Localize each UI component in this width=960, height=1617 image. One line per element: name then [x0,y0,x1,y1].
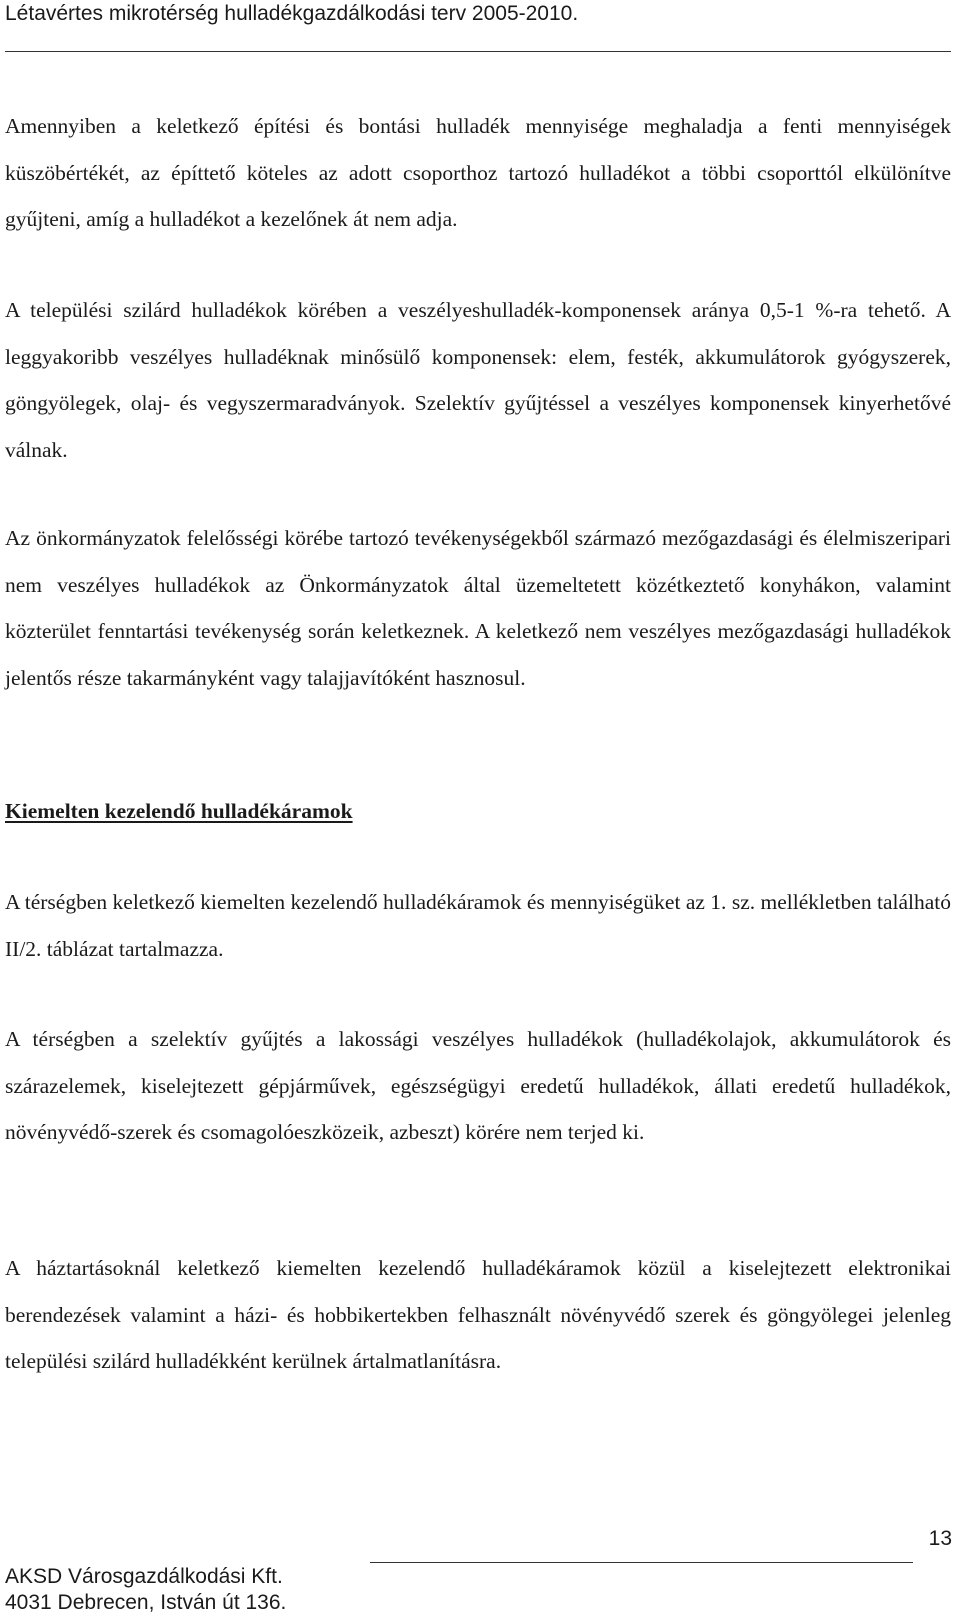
paragraph-hazardous-components: A települési szilárd hulladékok körében a veszélyeshulladék-komponensek aránya 0,5-1 %-ra tehető. A leggyakoribb veszélyes hulladéknak minősülő komponensek: elem, festék, akkumulátorok gyógyszerek, göngyölegek, olaj- és vegyszermaradványok. Szelektív gyűjtéssel a veszélyes komponensek kinyerhetővé válnak. [5,298,951,462]
section-heading-priority-waste-streams: Kiemelten kezelendő hulladékáramok [5,799,353,823]
page-number: 13 [928,1527,952,1550]
footer-company-address: 4031 Debrecen, István út 136. [5,1591,287,1614]
paragraph-household-priority-waste: A háztartásoknál keletkező kiemelten kezelendő hulladékáramok közül a kiselejtezett elektronikai berendezések valamint a házi- és hobbikertekben felhasznált növényvédő szerek és göngyölegei jelenleg települési szilárd hulladékként kerülnek ártalmatlanításra. [5,1256,951,1373]
footer-company-name: AKSD Városgazdálkodási Kft. [5,1565,283,1588]
header-divider [5,51,951,52]
footer-divider [370,1562,913,1563]
document-header-title: Létavértes mikrotérség hulladékgazdálkodási terv 2005-2010. [5,2,579,25]
paragraph-selective-collection: A térségben a szelektív gyűjtés a lakossági veszélyes hulladékok (hulladékolajok, akkumulátorok és szárazelemek, kiselejtezett gépjárművek, egészségügyi eredetű hulladékok, állati eredetű hulladékok, növényvédő-szerek és csomagolóeszközeik, azbeszt) körére nem terjed ki. [5,1027,951,1144]
paragraph-construction-waste: Amennyiben a keletkező építési és bontási hulladék mennyisége meghaladja a fenti mennyiségek küszöbértékét, az építtető köteles az adott csoporthoz tartozó hulladékot a többi csoporttól elkülönítve gyűjteni, amíg a hulladékot a kezelőnek át nem adja. [5,114,951,231]
paragraph-municipal-agricultural-waste: Az önkormányzatok felelősségi körébe tartozó tevékenységekből származó mezőgazdasági és élelmiszeripari nem veszélyes hulladékok az Önkormányzatok által üzemeltetett közétkeztető konyhákon, valamint közterület fenntartási tevékenység során keletkeznek. A keletkező nem veszélyes mezőgazdasági hulladékok jelentős része takarmányként vagy talajjavítóként hasznosul. [5,526,951,690]
paragraph-priority-waste-quantities: A térségben keletkező kiemelten kezelendő hulladékáramok és mennyiségüket az 1. sz. mellékletben található II/2. táblázat tartalmazza. [5,890,951,961]
